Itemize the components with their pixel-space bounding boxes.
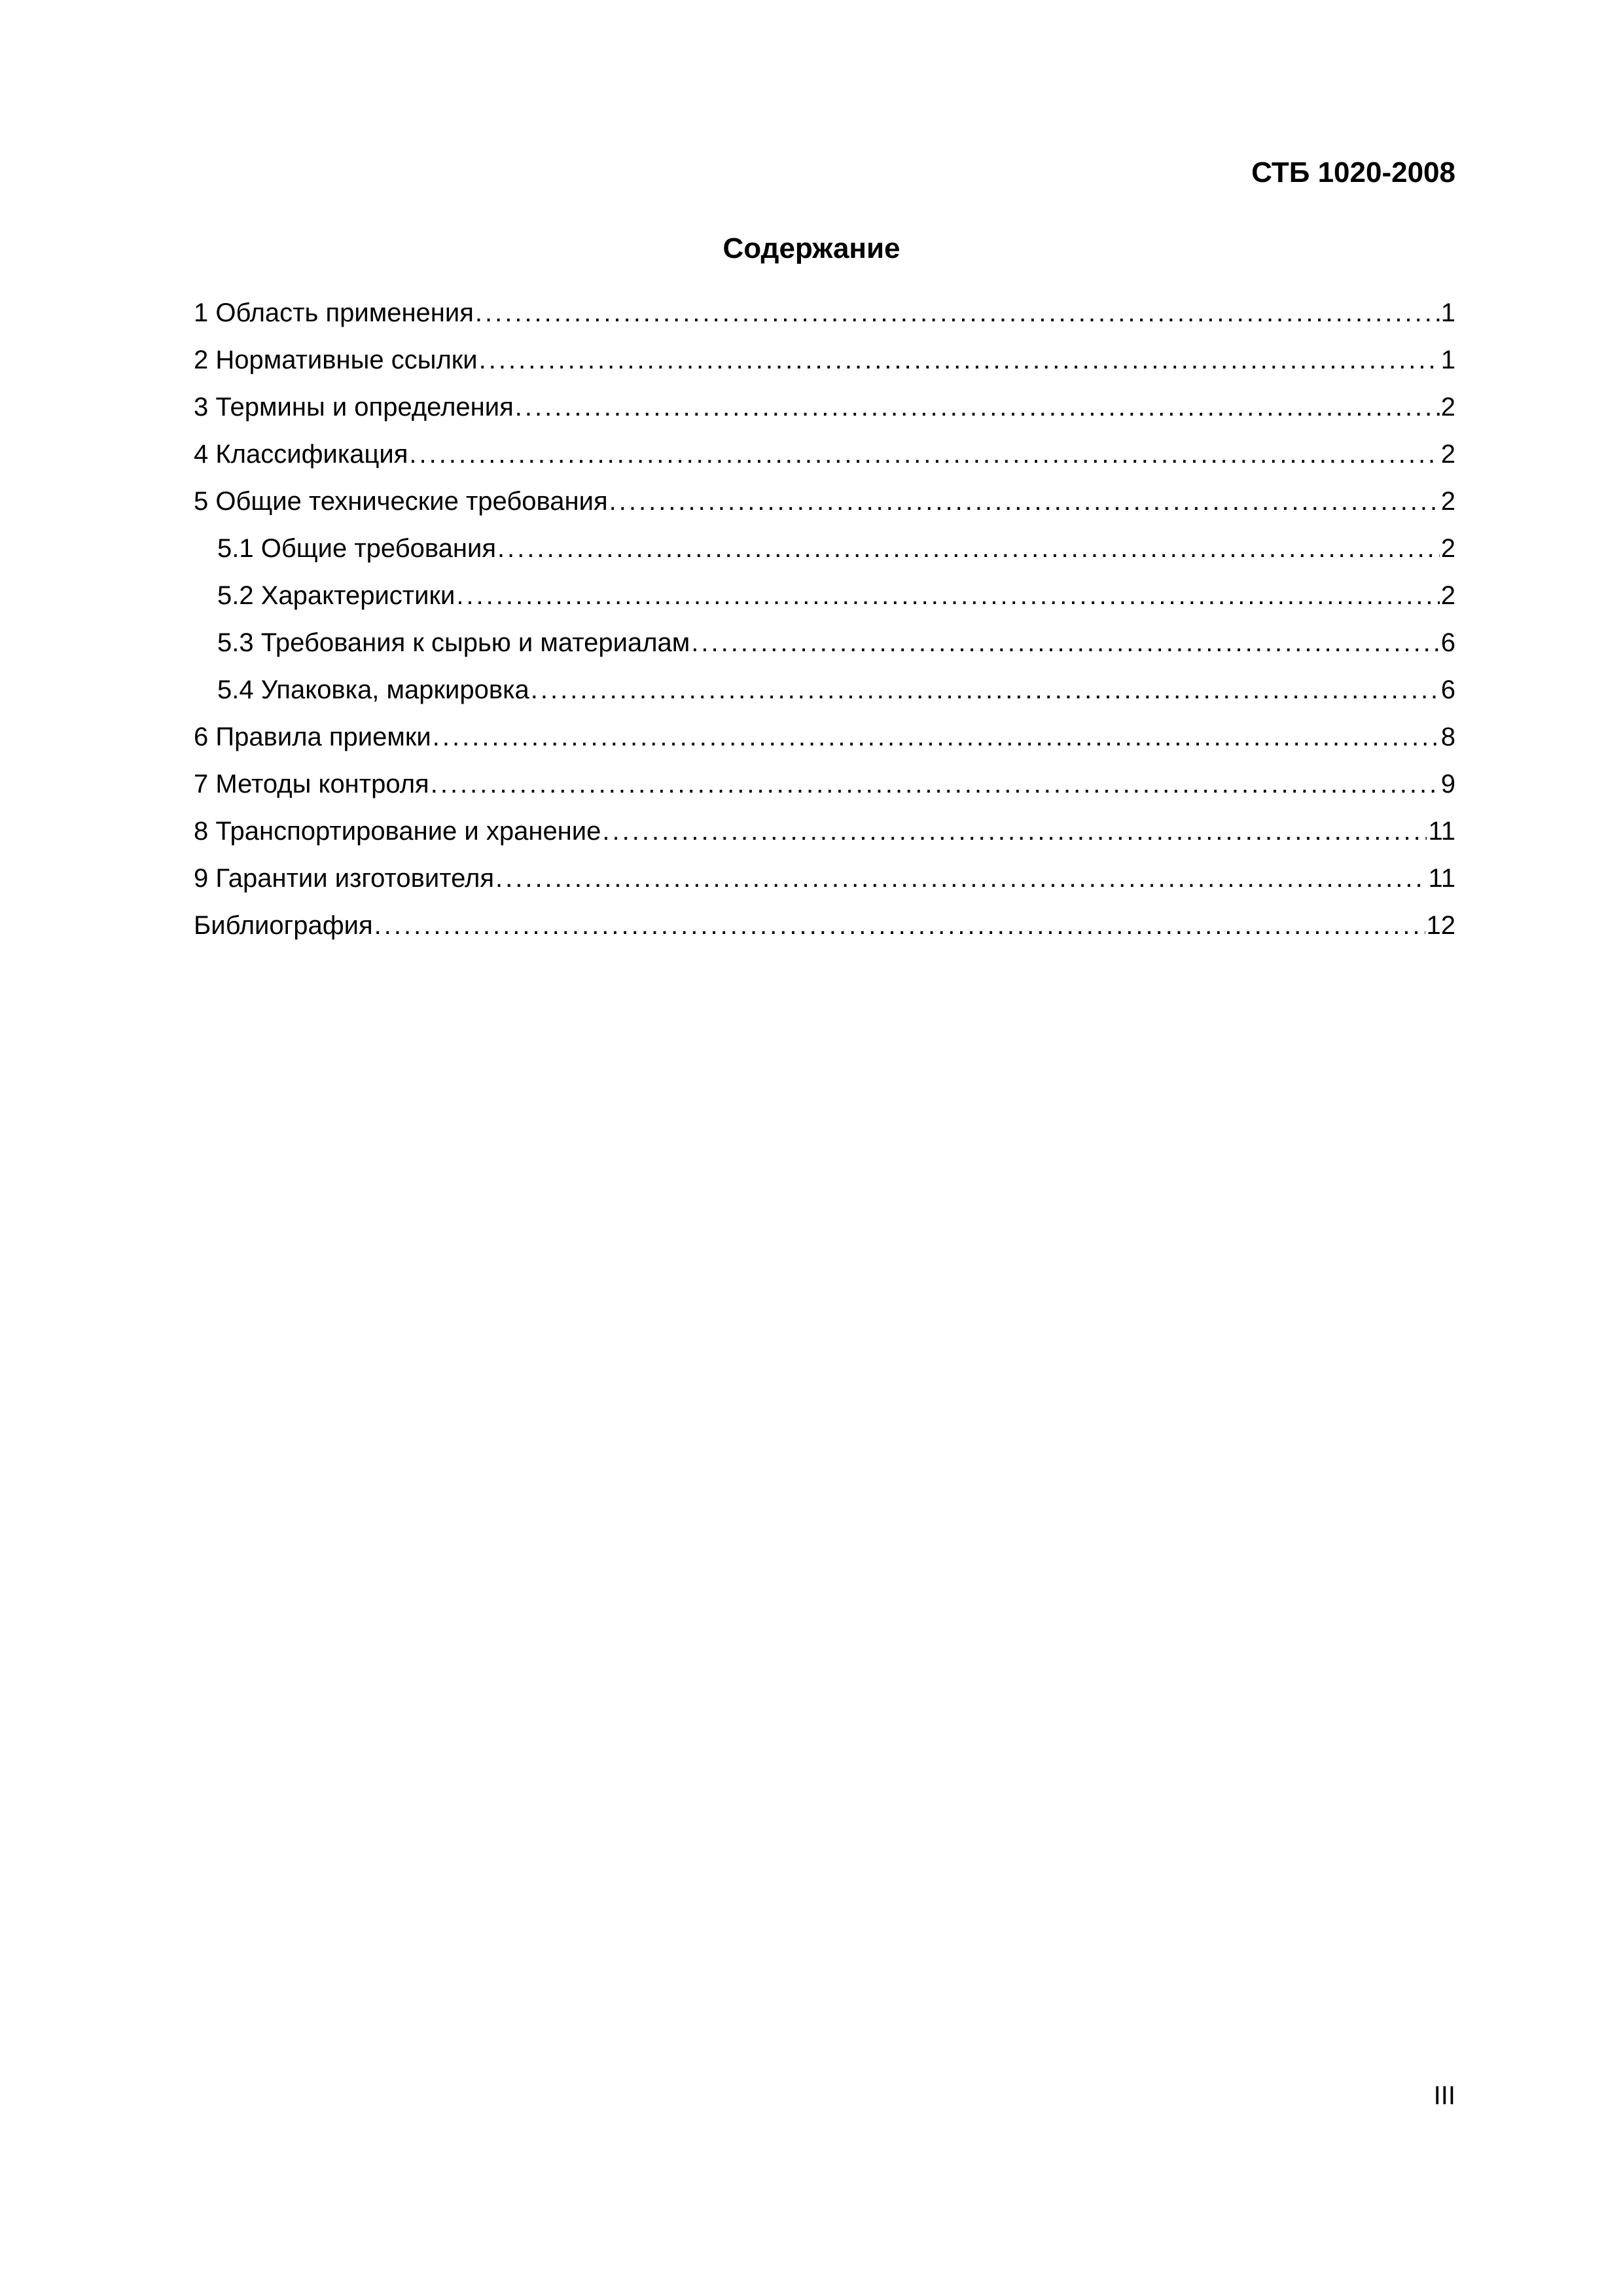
toc-entry-page: 6 xyxy=(1440,675,1455,704)
toc-entry-8[interactable] xyxy=(194,814,1455,861)
toc-entry-label: 5.2 Характеристики xyxy=(217,581,455,610)
toc-entry-label: 5 Общие технические требования xyxy=(194,487,608,516)
toc-entry-4[interactable] xyxy=(194,437,1455,484)
toc-entry-3[interactable] xyxy=(194,390,1455,437)
toc-entry-5-3[interactable] xyxy=(194,626,1455,673)
toc-entry-label: 5.4 Упаковка, маркировка xyxy=(217,675,529,704)
toc-entry-page: 11 xyxy=(1428,864,1455,893)
toc-dot-leader xyxy=(431,767,1440,801)
toc-entry-2[interactable] xyxy=(194,343,1455,390)
toc-dot-leader xyxy=(609,484,1440,518)
toc-entry-label: 6 Правила приемки xyxy=(194,723,431,751)
toc-entry-page: 8 xyxy=(1440,723,1455,751)
toc-entry-label: 8 Транспортирование и хранение xyxy=(194,817,601,846)
toc-dot-leader xyxy=(515,390,1440,424)
toc-entry-page: 2 xyxy=(1440,581,1455,610)
toc-entry-label: 7 Методы контроля xyxy=(194,770,429,798)
toc-entry-page: 11 xyxy=(1428,817,1455,846)
toc-dot-leader xyxy=(495,861,1427,895)
toc-dot-leader xyxy=(456,579,1439,613)
toc-entry-5-2[interactable] xyxy=(194,579,1455,626)
toc-entry-bibliography[interactable] xyxy=(194,908,1455,956)
toc-entry-5-1[interactable] xyxy=(194,531,1455,579)
toc-dot-leader xyxy=(479,343,1440,377)
toc-dot-leader xyxy=(475,296,1440,330)
toc-dot-leader xyxy=(433,720,1440,754)
toc-entry-page: 2 xyxy=(1440,440,1455,469)
toc-dot-leader xyxy=(409,437,1439,471)
toc-entry-1[interactable] xyxy=(194,296,1455,343)
toc-entry-label: 3 Термины и определения xyxy=(194,393,514,422)
toc-entry-page: 2 xyxy=(1440,534,1455,563)
toc-entry-label: 4 Классификация xyxy=(194,440,408,469)
toc-entry-5-4[interactable] xyxy=(194,673,1455,720)
toc-entry-label: 1 Область применения xyxy=(194,298,474,327)
toc-entry-label: 2 Нормативные ссылки xyxy=(194,346,478,374)
toc-dot-leader xyxy=(691,626,1439,660)
toc-dot-leader xyxy=(602,814,1427,848)
toc-entry-page: 1 xyxy=(1440,298,1455,327)
toc-entry-page: 2 xyxy=(1440,393,1455,422)
toc-title: Содержание xyxy=(722,232,901,264)
toc-entry-page: 9 xyxy=(1440,770,1455,798)
toc-entry-6[interactable] xyxy=(194,720,1455,767)
toc-entry-page: 12 xyxy=(1426,911,1455,940)
toc-entry-page: 6 xyxy=(1440,628,1455,657)
toc-entry-7[interactable] xyxy=(194,767,1455,814)
toc-entry-label: 5.3 Требования к сырью и материалам xyxy=(217,628,690,657)
toc-entry-page: 2 xyxy=(1440,487,1455,516)
toc-entry-label: 9 Гарантии изготовителя xyxy=(194,864,494,893)
document-code: СТБ 1020-2008 xyxy=(1251,156,1455,188)
toc-entry-5[interactable] xyxy=(194,484,1455,531)
toc-entry-label: Библиография xyxy=(194,911,373,940)
toc-dot-leader xyxy=(531,673,1440,707)
page-number: III xyxy=(1433,2081,1455,2110)
toc-entry-label: 5.1 Общие требования xyxy=(217,534,497,563)
toc-entry-9[interactable] xyxy=(194,861,1455,908)
toc-dot-leader xyxy=(497,531,1440,565)
table-of-contents xyxy=(194,296,1455,956)
toc-entry-page: 1 xyxy=(1440,346,1455,374)
toc-dot-leader xyxy=(374,908,1425,942)
